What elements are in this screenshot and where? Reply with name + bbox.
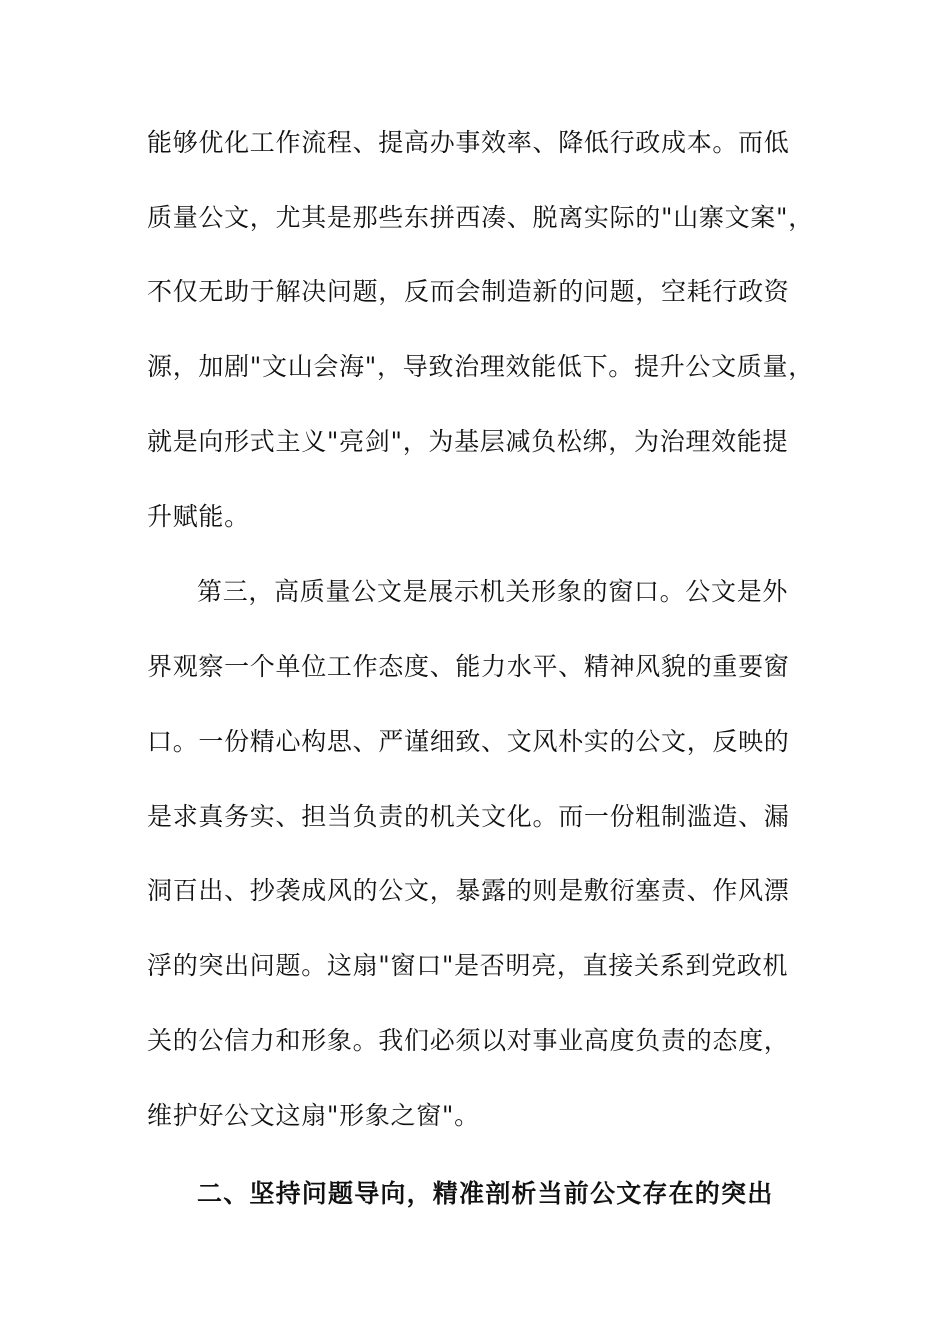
- paragraph-2-line-1: 第三，高质量公文是展示机关形象的窗口。公文是外: [197, 577, 789, 606]
- paragraph-1-line-1: 能够优化工作流程、提高办事效率、降低行政成本。而低: [147, 128, 790, 157]
- paragraph-2-line-6: 浮的突出问题。这扇"窗口"是否明亮，直接关系到党政机: [147, 951, 789, 980]
- paragraph-2-line-8: 维护好公文这扇"形象之窗"。: [147, 1101, 480, 1130]
- paragraph-2-line-7: 关的公信力和形象。我们必须以对事业高度负责的态度，: [147, 1026, 790, 1055]
- paragraph-2-line-3: 口。一份精心构思、严谨细致、文风朴实的公文，反映的: [147, 727, 790, 756]
- paragraph-2-line-2: 界观察一个单位工作态度、能力水平、精神风貌的重要窗: [147, 652, 790, 681]
- paragraph-2-line-5: 洞百出、抄袭成风的公文，暴露的则是敷衍塞责、作风漂: [147, 876, 790, 905]
- paragraph-1-line-2: 质量公文，尤其是那些东拼西凑、脱离实际的"山寨文案"，: [147, 203, 814, 232]
- paragraph-1-line-4: 源，加剧"文山会海"，导致治理效能低下。提升公文质量，: [147, 352, 814, 381]
- paragraph-1-line-6: 升赋能。: [147, 502, 250, 531]
- paragraph-1-line-5: 就是向形式主义"亮剑"，为基层减负松绑，为治理效能提: [147, 427, 789, 456]
- paragraph-2-line-4: 是求真务实、担当负责的机关文化。而一份粗制滥造、漏: [147, 802, 790, 831]
- paragraph-1-line-3: 不仅无助于解决问题，反而会制造新的问题，空耗行政资: [147, 277, 790, 306]
- section-heading: 二、坚持问题导向，精准剖析当前公文存在的突出: [197, 1179, 774, 1208]
